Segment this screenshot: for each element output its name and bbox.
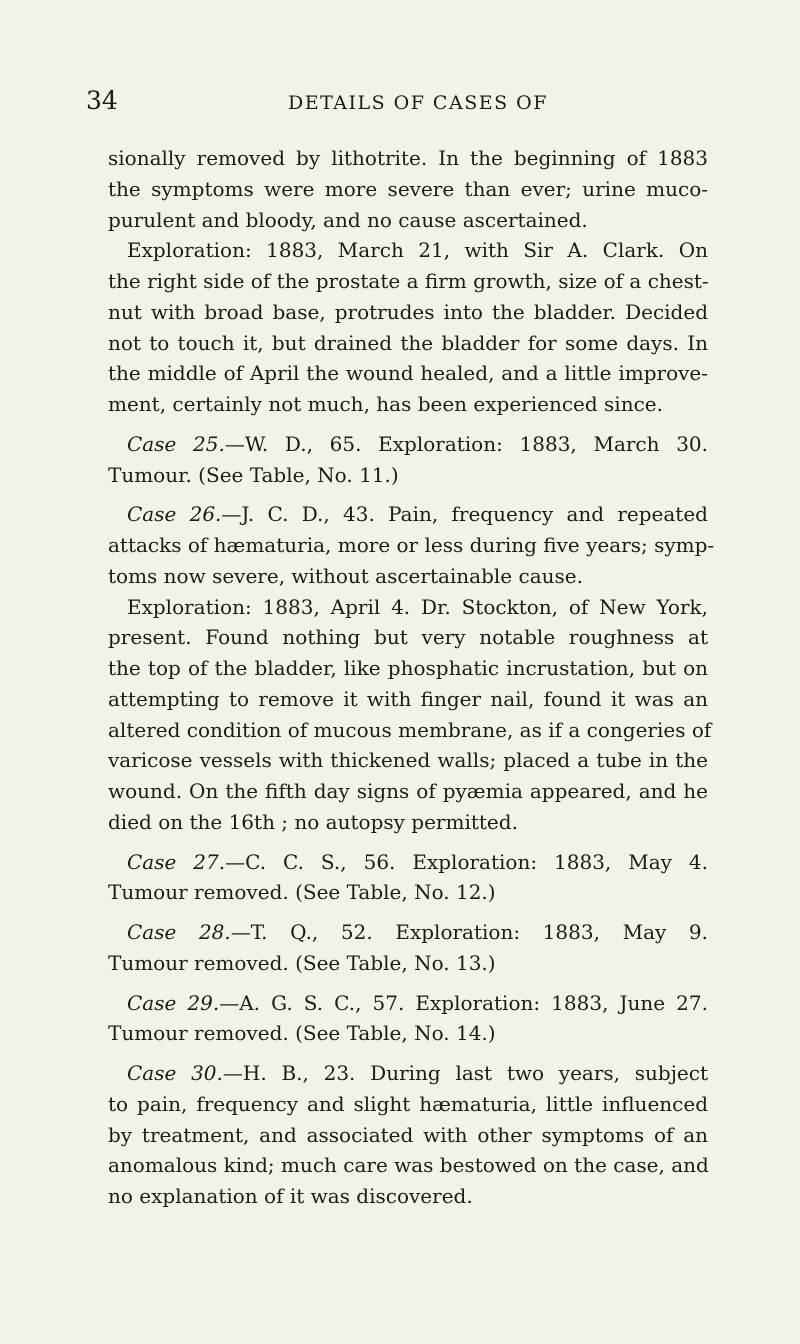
body-text — [108, 143, 715, 1212]
text-line: ment, certainly not much, has been experienced since. — [108, 392, 663, 416]
case-paragraph — [108, 499, 715, 591]
text-line: wound. On the fifth day signs of pyæmia appeared, and he — [108, 779, 708, 803]
case-text: —J. C. D., 43. Pain, frequency and repeated — [221, 502, 708, 527]
text-line: the symptoms were more severe than ever; urine muco- — [108, 176, 708, 201]
text-line: sionally removed by lithotrite. In the beginning of 1883 — [108, 146, 708, 170]
case-label: Case 26. — [127, 502, 222, 527]
text-line: died on the 16th ; no autopsy permitted. — [108, 809, 518, 834]
page-header — [86, 86, 706, 116]
paragraph — [108, 143, 708, 235]
case-text: —A. G. S. C., 57. Exploration: 1883, June 27. — [219, 990, 708, 1015]
text-line — [108, 847, 708, 878]
case-text: —W. D., 65. Exploration: 1883, March 30. — [224, 431, 708, 456]
case-paragraph — [108, 1058, 708, 1212]
text-line: Tumour removed. (See Table, No. 14.) — [108, 1021, 496, 1046]
page-number: 34 — [86, 86, 118, 115]
case-paragraph — [108, 429, 708, 491]
text-line: Exploration: 1883, April 4. Dr. Stockton, of New York, — [127, 594, 708, 619]
case-text: —C. C. S., 56. Exploration: 1883, May 4. — [225, 849, 708, 874]
text-line — [108, 429, 708, 460]
running-head: DETAILS OF CASES OF — [288, 92, 548, 114]
text-line: anomalous kind; much care was bestowed on the case, and — [108, 1153, 709, 1178]
text-line: the middle of April the wound healed, and a little improve- — [108, 361, 708, 386]
case-paragraph — [108, 988, 708, 1050]
text-line: toms now severe, without ascertainable cause. — [108, 563, 583, 588]
case-label: Case 29. — [127, 990, 220, 1015]
text-line: nut with broad base, protrudes into the bladder. Decided — [108, 299, 708, 324]
text-line: present. Found nothing but very notable roughness at — [108, 625, 708, 650]
text-line: to pain, frequency and slight hæmaturia, little influenced — [108, 1091, 708, 1116]
text-line — [108, 917, 708, 948]
text-line: purulent and bloody, and no cause ascertained. — [108, 207, 588, 232]
case-label: Case 27. — [127, 849, 226, 874]
case-text: —H. B., 23. During last two years, subject — [222, 1061, 708, 1085]
text-line — [108, 988, 708, 1019]
text-line: the top of the bladder, like phosphatic incrustation, but on — [108, 656, 708, 680]
text-line: Tumour. (See Table, No. 11.) — [108, 462, 399, 487]
text-line: altered condition of mucous membrane, as if a congeries of — [108, 717, 712, 742]
case-label: Case 25. — [127, 431, 225, 456]
text-line: Exploration: 1883, March 21, with Sir A. Clark. On — [127, 238, 708, 263]
text-line: attacks of hæmaturia, more or less during five years; symp- — [108, 533, 715, 557]
text-line: varicose vessels with thickened walls; placed a tube in the — [108, 748, 708, 773]
text-line — [108, 499, 708, 530]
case-label: Case 30. — [127, 1061, 223, 1085]
text-line: Tumour removed. (See Table, No. 12.) — [108, 880, 496, 905]
paragraph — [108, 592, 712, 838]
text-line: by treatment, and associated with other symptoms of an — [108, 1122, 708, 1147]
paragraph — [108, 235, 708, 420]
text-line: Tumour removed. (See Table, No. 13.) — [108, 950, 496, 975]
case-text: —T. Q., 52. Exploration: 1883, May 9. — [230, 920, 709, 944]
text-line — [108, 1058, 708, 1089]
text-line: no explanation of it was discovered. — [108, 1184, 473, 1208]
case-paragraph — [108, 917, 708, 979]
case-paragraph — [108, 847, 708, 909]
text-line: the right side of the prostate a firm growth, size of a chest- — [108, 269, 709, 293]
text-line: attempting to remove it with finger nail, found it was an — [108, 686, 708, 711]
text-line: not to touch it, but drained the bladder for some days. In — [108, 330, 708, 355]
case-label: Case 28. — [127, 920, 231, 944]
